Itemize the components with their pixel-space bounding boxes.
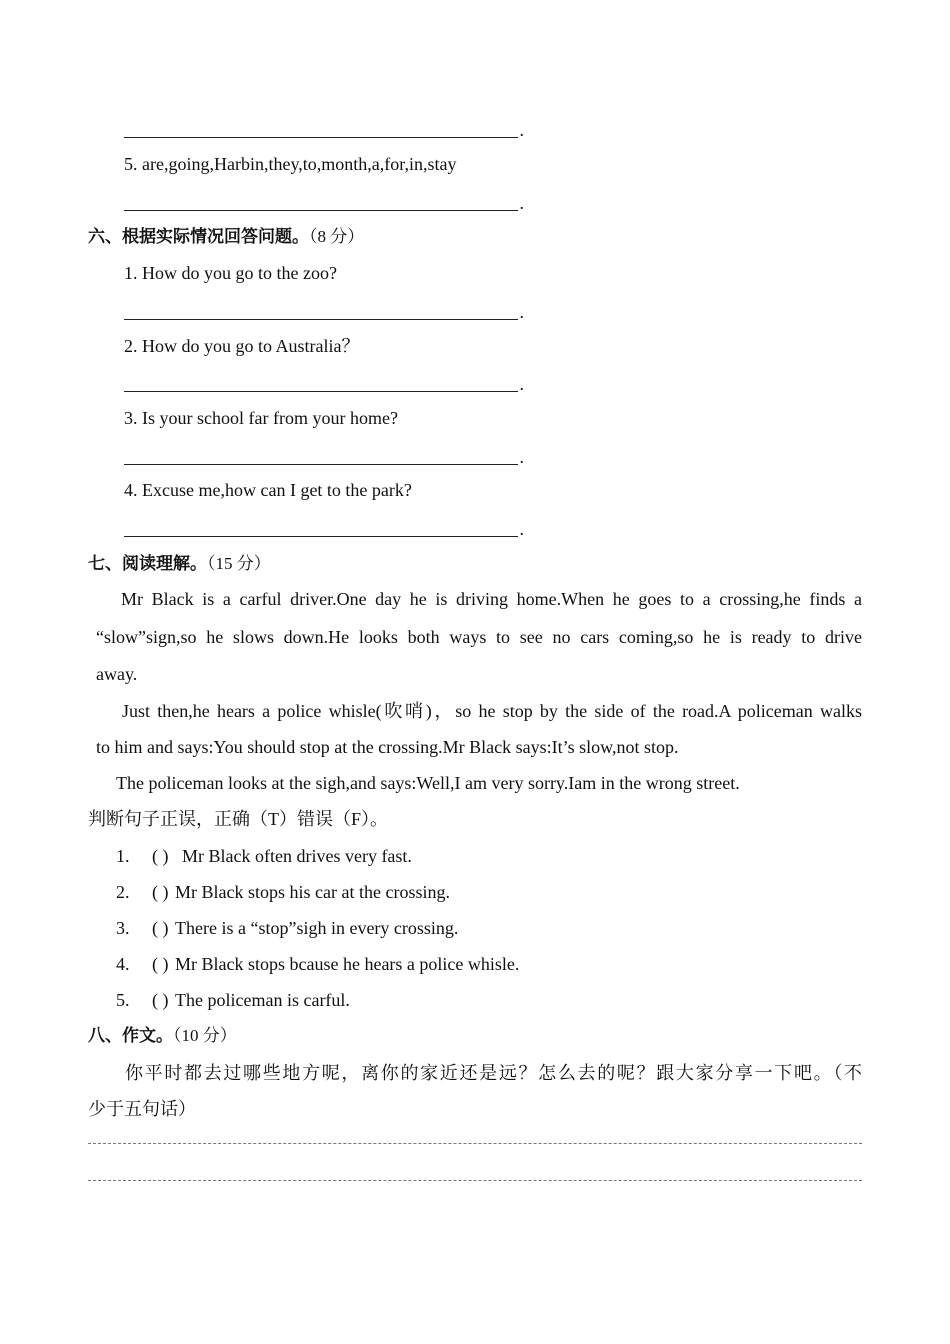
section-7-heading: 七、阅读理解。（15 分） — [88, 554, 271, 574]
tf-item: 5. ( ) The policeman is carful. — [116, 990, 350, 1010]
tf-instruction: 判断句子正误，正确（T）错误（F）。 — [88, 809, 389, 829]
answer-line[interactable]: . — [124, 192, 518, 214]
passage-line: The policeman looks at the sigh,and says:Well,I am very sorry.Iam in the wrong street. — [116, 773, 740, 793]
question-5: 5. are,going,Harbin,they,to,month,a,for,in,stay — [124, 154, 457, 174]
answer-line[interactable]: . — [124, 301, 518, 323]
question: 1. How do you go to the zoo? — [124, 263, 337, 283]
essay-prompt: 少于五句话） — [88, 1099, 196, 1119]
tf-item: 1. ( ) Mr Black often drives very fast. — [116, 846, 412, 866]
answer-line[interactable]: . — [124, 518, 518, 540]
question: 4. Excuse me,how can I get to the park? — [124, 480, 412, 500]
passage-line: to him and says:You should stop at the crossing.Mr Black says:It’s slow,not stop. — [96, 737, 679, 757]
section-8-heading: 八、作文。（10 分） — [88, 1026, 237, 1046]
essay-line[interactable] — [88, 1180, 862, 1181]
answer-line[interactable]: . — [124, 119, 518, 141]
passage-line: Mr Black is a carful driver.One day he is driving home.When he goes to a crossing,he finds a — [121, 589, 862, 609]
tf-item: 4. ( ) Mr Black stops bcause he hears a police whisle. — [116, 954, 520, 974]
passage-line: Just then,he hears a police whisle(吹哨)，so he stop by the side of the road.A policeman walks — [122, 701, 862, 721]
essay-prompt: 你平时都去过哪些地方呢，离你的家近还是远？怎么去的呢？跟大家分享一下吧。（不 — [125, 1063, 862, 1083]
answer-line[interactable]: . — [124, 446, 518, 468]
question: 3. Is your school far from your home? — [124, 408, 398, 428]
passage-line: away. — [96, 664, 138, 684]
tf-item: 2. ( ) Mr Black stops his car at the crossing. — [116, 882, 450, 902]
essay-line[interactable] — [88, 1143, 862, 1144]
passage-line: “slow”sign,so he slows down.He looks both ways to see no cars coming,so he is ready to drive — [96, 627, 862, 647]
question: 2. How do you go to Australia？ — [124, 336, 360, 356]
answer-line[interactable]: . — [124, 373, 518, 395]
tf-item: 3. ( ) There is a “stop”sigh in every crossing. — [116, 918, 459, 938]
section-6-heading: 六、根据实际情况回答问题。（8 分） — [88, 227, 365, 247]
